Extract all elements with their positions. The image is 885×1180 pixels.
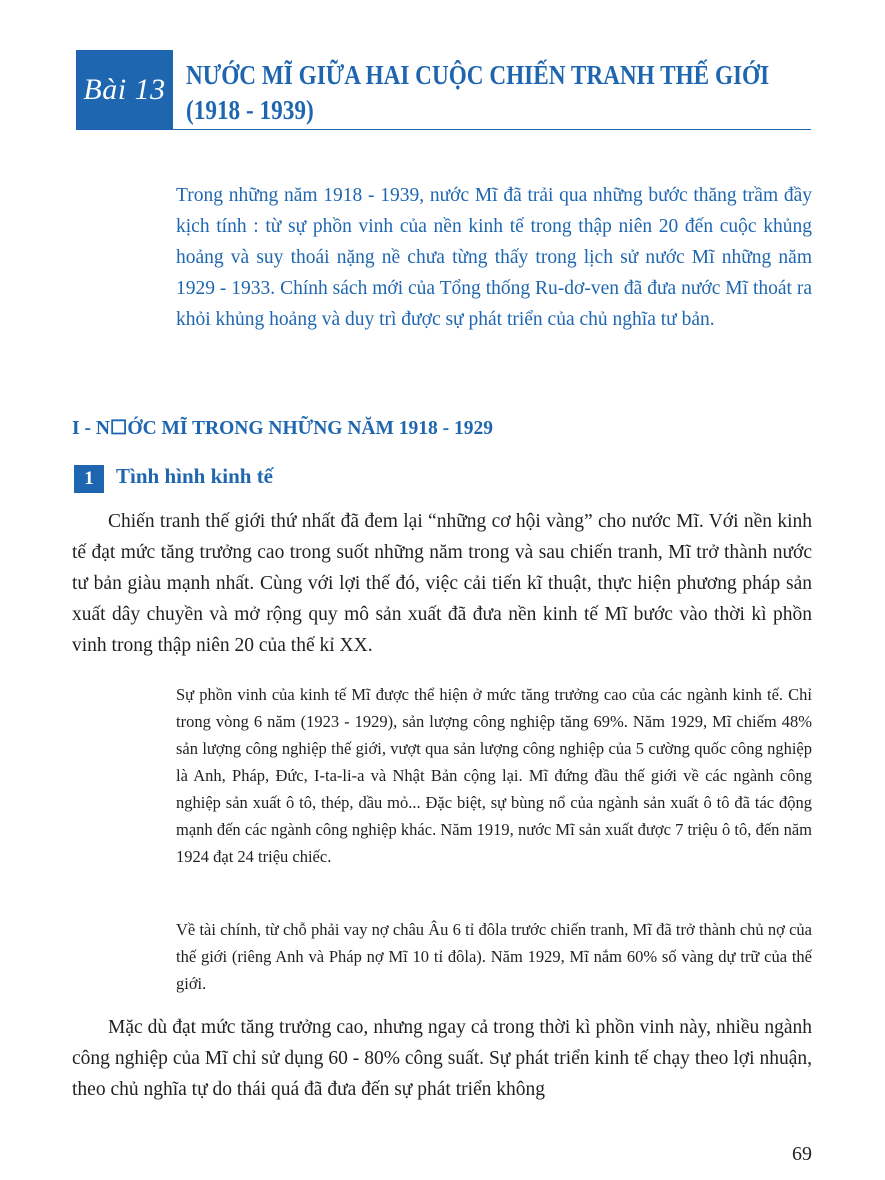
- section-heading: I - N☐ỚC MĨ TRONG NHỮNG NĂM 1918 - 1929: [72, 418, 494, 439]
- body-paragraph: Mặc dù đạt mức tăng trưởng cao, nhưng ngay cả trong thời kì phồn vinh này, nhiều ngành công nghiệp của Mĩ chỉ sử dụng 60 - 80% công suất. Sự phát triển kinh tế chạy theo lợi nhuận, theo chủ nghĩa tự do thái quá đã đưa đến sự phát triển không: [72, 1017, 812, 1100]
- lesson-title-years: (1918 - 1939): [186, 95, 314, 125]
- title-divider: [76, 129, 811, 130]
- page-number: 69: [792, 1143, 812, 1165]
- lesson-badge: Bài 13: [76, 50, 173, 130]
- supplementary-note: Về tài chính, từ chỗ phải vay nợ châu Âu 6 tỉ đôla trước chiến tranh, Mĩ đã trở thành chủ nợ của thế giới (riêng Anh và Pháp nợ Mĩ 10 tỉ đôla). Năm 1929, Mĩ nắm 60% số vàng dự trữ của thế giới.: [176, 920, 812, 993]
- subsection-title: Tình hình kinh tế: [116, 464, 274, 488]
- body-paragraph: Chiến tranh thế giới thứ nhất đã đem lại “những cơ hội vàng” cho nước Mĩ. Với nền kinh tế đạt mức tăng trưởng cao trong suốt những năm trong và sau chiến tranh, Mĩ trở thành nước tư bản giàu mạnh nhất. Cùng với lợi thế đó, việc cải tiến kĩ thuật, thực hiện phương pháp sản xuất dây chuyền và mở rộng quy mô sản xuất đã đưa nền kinh tế Mĩ bước vào thời kì phồn vinh trong thập niên 20 của thế kỉ XX.: [72, 511, 812, 656]
- supplementary-note: Sự phồn vinh của kinh tế Mĩ được thể hiện ở mức tăng trưởng cao của các ngành kinh tế. Chỉ trong vòng 6 năm (1923 - 1929), sản lượng công nghiệp tăng 69%. Năm 1929, Mĩ chiếm 48% sản lượng công nghiệp thế giới, vượt qua sản lượng công nghiệp của 5 cường quốc công nghiệp là Anh, Pháp, Đức, I-ta-li-a và Nhật Bản cộng lại. Mĩ đứng đầu thế giới về các ngành công nghiệp sản xuất ô tô, thép, dầu mỏ... Đặc biệt, sự bùng nổ của ngành sản xuất ô tô đã tác động mạnh đến các ngành công nghiệp khác. Năm 1919, nước Mĩ sản xuất được 7 triệu ô tô, đến năm 1924 đạt 24 triệu chiếc.: [176, 685, 812, 866]
- lesson-intro: Trong những năm 1918 - 1939, nước Mĩ đã trải qua những bước thăng trầm đầy kịch tính : từ sự phồn vinh của nền kinh tế trong thập niên 20 đến cuộc khủng hoảng và suy thoái nặng nề chưa từng thấy trong lịch sử nước Mĩ những năm 1929 - 1933. Chính sách mới của Tổng thống Ru-dơ-ven đã đưa nước Mĩ thoát ra khỏi khủng hoảng và duy trì được sự phát triển của chủ nghĩa tư bản.: [176, 185, 812, 330]
- subsection-number-badge: 1: [74, 465, 104, 493]
- lesson-title: NƯỚC MĨ GIỮA HAI CUỘC CHIẾN TRANH THẾ GIỚI: [186, 60, 770, 90]
